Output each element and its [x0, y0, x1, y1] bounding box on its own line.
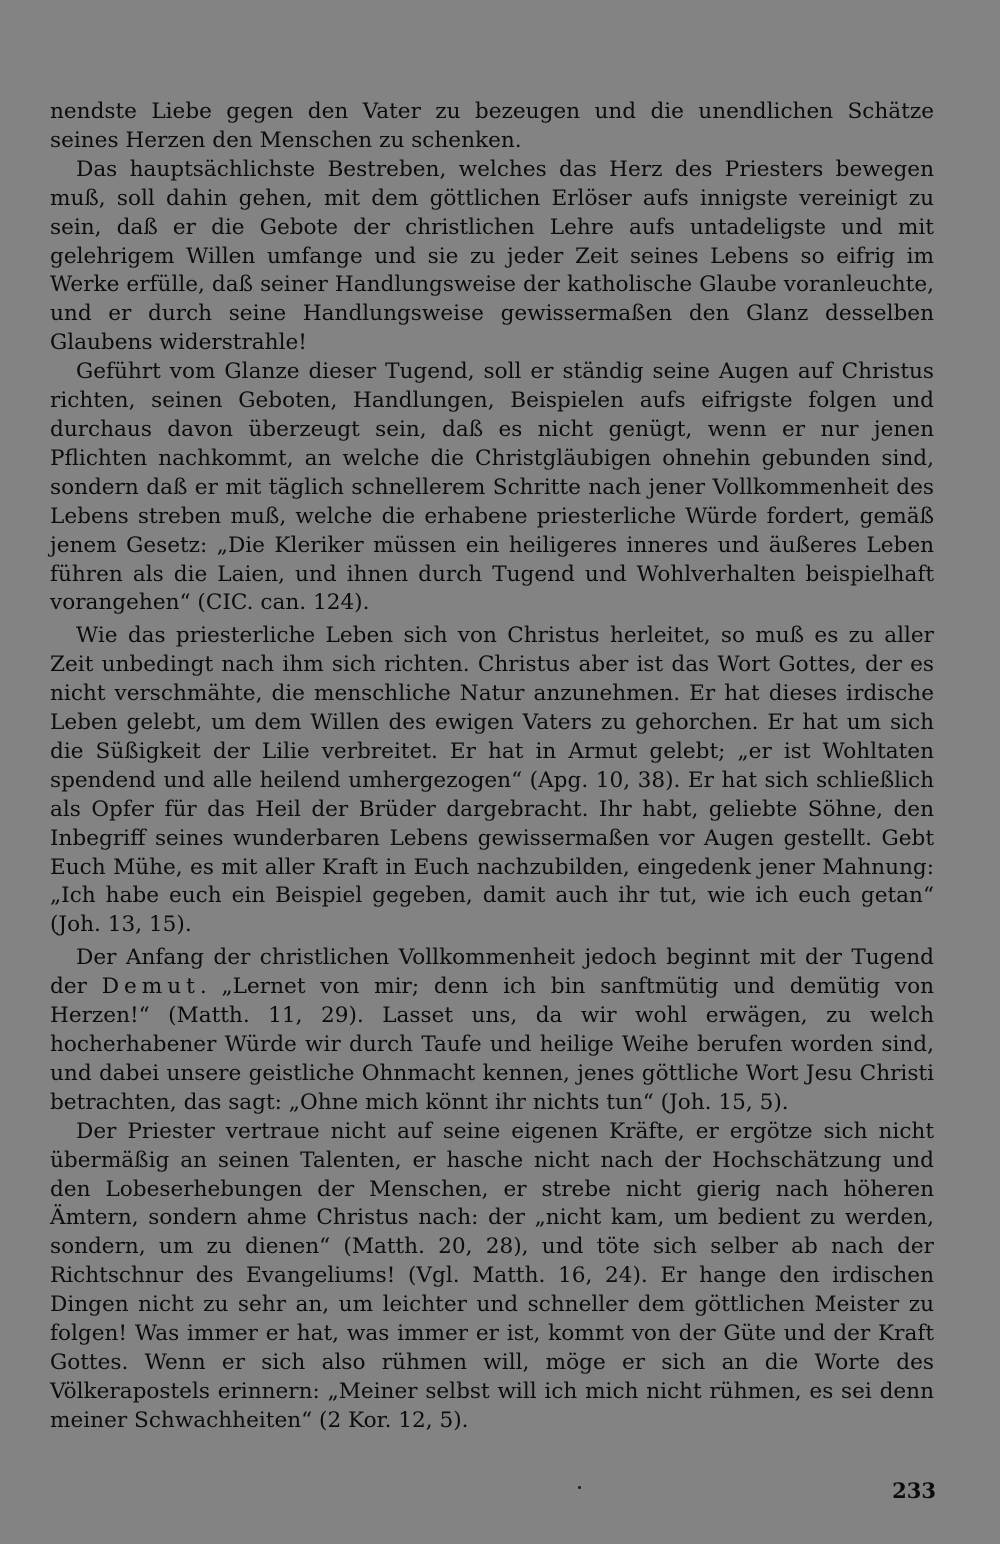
print-speck [578, 1486, 581, 1489]
paragraph-3: Geführt vom Glanze dieser Tugend, soll er ständig seine Augen auf Christus richten, seinen Geboten, Handlungen, Beispielen aufs eifrigste folgen und durchaus davon überzeugt sein, daß es nicht genügt, wenn er nur jenen Pflichten nachkommt, an welche die Christgläubigen ohnehin gebunden sind, sondern daß er mit täglich schnellerem Schritte nach jener Vollkommenheit des Lebens streben muß, welche die erhabene priesterliche Würde fordert, gemäß jenem Gesetz: „Die Kleriker müssen ein heiligeres inneres und äußeres Leben führen als die Laien, und ihnen durch Tugend und Wohlverhalten beispielhaft vorangehen“ (CIC. can. 124). [50, 359, 934, 616]
paragraph-5-end: . „Lernet von mir; denn ich bin sanftmütig und demütig von Herzen!“ (Matth. 11, 29). Lasset uns, da wir wohl erwägen, zu welch hocherhabener Würde wir durch Taufe und heilige Weihe berufen worden sind, und dabei unsere geistliche Ohnmacht kennen, jenes göttliche Wort Jesu Christi betrachten, das sagt: „Ohne mich könnt ihr nichts tun“ (Joh. 15, 5). [50, 974, 934, 1115]
emphasized-word: Demut [101, 974, 200, 1000]
paragraph-6: Der Priester vertraue nicht auf seine eigenen Kräfte, er ergötze sich nicht übermäßig an seinen Talenten, er hasche nicht nach der Hochschätzung und den Lobeserhebungen der Menschen, er strebe nicht gierig nach höheren Ämtern, sondern ahme Christus nach: der „nicht kam, um bedient zu werden, sondern, um zu dienen“ (Matth. 20, 28), und töte sich selber ab nach der Richtschnur des Evangeliums! (Vgl. Matth. 16, 24). Er hange den irdischen Dingen nicht zu sehr an, um leichter und schneller dem göttlichen Meister zu folgen! Was immer er hat, was immer er ist, kommt von der Güte und der Kraft Gottes. Wenn er sich also rühmen will, möge er sich an die Worte des Völkerapostels erinnern: „Meiner selbst will ich mich nicht rühmen, es sei denn meiner Schwachheiten“ (2 Kor. 12, 5). [50, 1118, 934, 1433]
paragraph-2: Das hauptsächlichste Bestreben, welches das Herz des Priesters bewegen muß, soll dahin gehen, mit dem göttlichen Erlöser aufs innigste vereinigt zu sein, daß er die Gebote der christlichen Lehre aufs untadeligste und mit gelehrigem Willen umfange und sie zu jeder Zeit seines Lebens so eifrig im Werke erfülle, daß seiner Handlungsweise der katholische Glaube voranleuchte, und er durch seine Handlungsweise gewissermaßen den Glanz desselben Glaubens widerstrahle! [50, 156, 934, 356]
page-body [50, 98, 934, 1498]
page-number: 233 [892, 1478, 936, 1503]
paragraph-4: Wie das priesterliche Leben sich von Christus herleitet, so muß es zu aller Zeit unbedingt nach ihm sich richten. Christus aber ist das Wort Gottes, der es nicht verschmähte, die menschliche Natur anzunehmen. Er hat dieses irdische Leben gelebt, um dem Willen des ewigen Vaters zu gehorchen. Er hat um sich die Süßigkeit der Lilie verbreitet. Er hat in Armut gelebt; „er ist Wohltaten spendend und alle heilend umhergezogen“ (Apg. 10, 38). Er hat sich schließlich als Opfer für das Heil der Brüder dargebracht. Ihr habt, geliebte Söhne, den Inbegriff seines wunderbaren Lebens gewissermaßen vor Augen gestellt. Gebt Euch Mühe, es mit aller Kraft in Euch nachzubilden, eingedenk jener Mahnung: „Ich habe euch ein Beispiel gegeben, damit auch ihr tut, wie ich euch getan“ (Joh. 13, 15). [50, 623, 934, 938]
paragraph-5-start: Der Anfang der christlichen Vollkommenheit jedoch beginnt mit der Tugend der [50, 945, 934, 1000]
paragraph-5 [50, 944, 934, 1117]
paragraph-1: nendste Liebe gegen den Vater zu bezeugen und die unendlichen Schätze seines Herzen den Menschen zu schenken. [50, 99, 934, 153]
